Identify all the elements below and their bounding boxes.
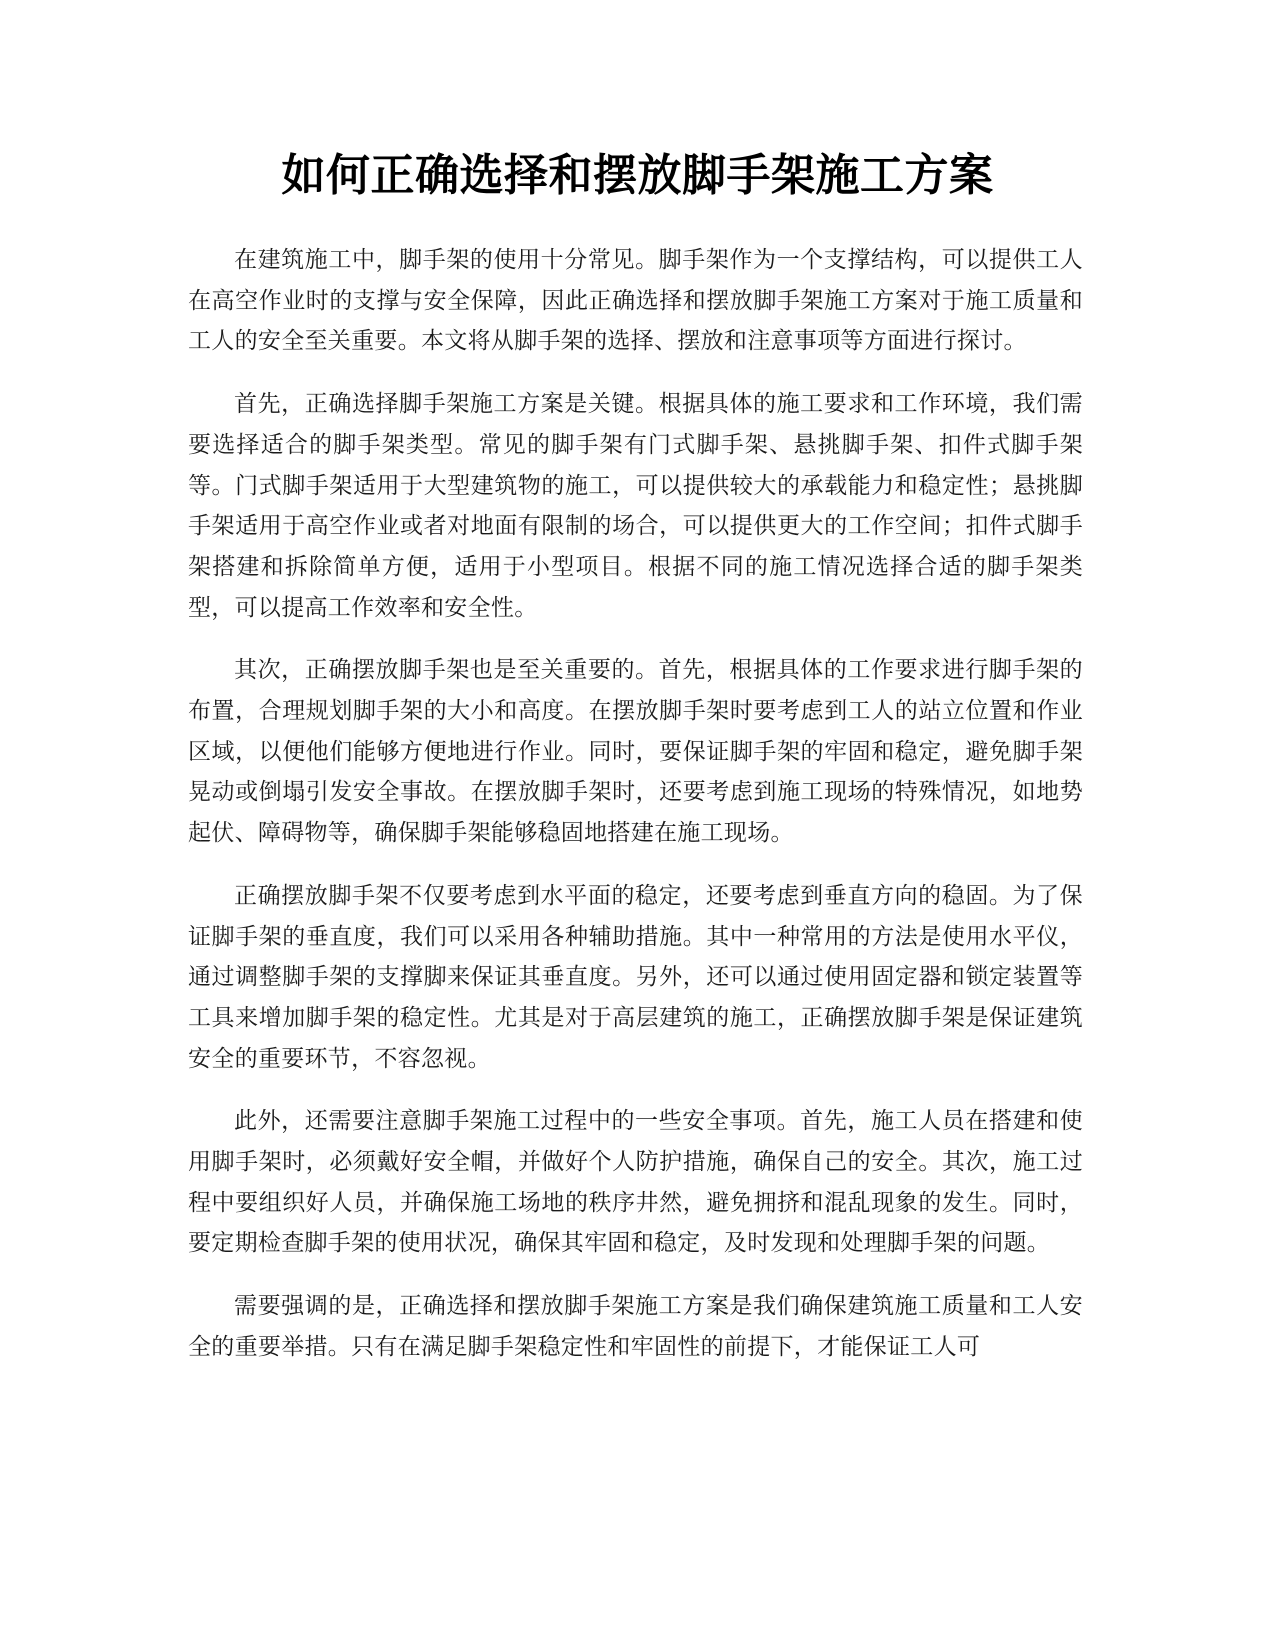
document-title: 如何正确选择和摆放脚手架施工方案 <box>281 150 994 201</box>
document-body <box>188 240 1083 1390</box>
paragraph-placement: 其次，正确摆放脚手架也是至关重要的。首先，根据具体的工作要求进行脚手架的布置，合理规划脚手架的大小和高度。在摆放脚手架时要考虑到工人的站立位置和作业区域，以便他们能够方便地进行作业。同时，要保证脚手架的牢固和稳定，避免脚手架晃动或倒塌引发安全事故。在摆放脚手架时，还要考虑到施工现场的特殊情况，如地势起伏、障碍物等，确保脚手架能够稳固地搭建在施工现场。 <box>188 657 1083 847</box>
paragraph-emphasis: 需要强调的是，正确选择和摆放脚手架施工方案是我们确保建筑施工质量和工人安全的重要举措。只有在满足脚手架稳定性和牢固性的前提下，才能保证工人可 <box>188 1293 1083 1360</box>
paragraph-vertical-stability: 正确摆放脚手架不仅要考虑到水平面的稳定，还要考虑到垂直方向的稳固。为了保证脚手架的垂直度，我们可以采用各种辅助措施。其中一种常用的方法是使用水平仪，通过调整脚手架的支撑脚来保证其垂直度。另外，还可以通过使用固定器和锁定装置等工具来增加脚手架的稳定性。尤其是对于高层建筑的施工，正确摆放脚手架是保证建筑安全的重要环节，不容忽视。 <box>188 882 1083 1072</box>
paragraph-selection: 首先，正确选择脚手架施工方案是关键。根据具体的施工要求和工作环境，我们需要选择适合的脚手架类型。常见的脚手架有门式脚手架、悬挑脚手架、扣件式脚手架等。门式脚手架适用于大型建筑物的施工，可以提供较大的承载能力和稳定性；悬挑脚手架适用于高空作业或者对地面有限制的场合，可以提供更大的工作空间；扣件式脚手架搭建和拆除简单方便，适用于小型项目。根据不同的施工情况选择合适的脚手架类型，可以提高工作效率和安全性。 <box>188 391 1083 621</box>
paragraph-safety: 此外，还需要注意脚手架施工过程中的一些安全事项。首先，施工人员在搭建和使用脚手架时，必须戴好安全帽，并做好个人防护措施，确保自己的安全。其次，施工过程中要组织好人员，并确保施工场地的秩序井然，避免拥挤和混乱现象的发生。同时，要定期检查脚手架的使用状况，确保其牢固和稳定，及时发现和处理脚手架的问题。 <box>188 1108 1083 1257</box>
paragraph-intro: 在建筑施工中，脚手架的使用十分常见。脚手架作为一个支撑结构，可以提供工人在高空作业时的支撑与安全保障，因此正确选择和摆放脚手架施工方案对于施工质量和工人的安全至关重要。本文将从脚手架的选择、摆放和注意事项等方面进行探讨。 <box>188 247 1083 355</box>
